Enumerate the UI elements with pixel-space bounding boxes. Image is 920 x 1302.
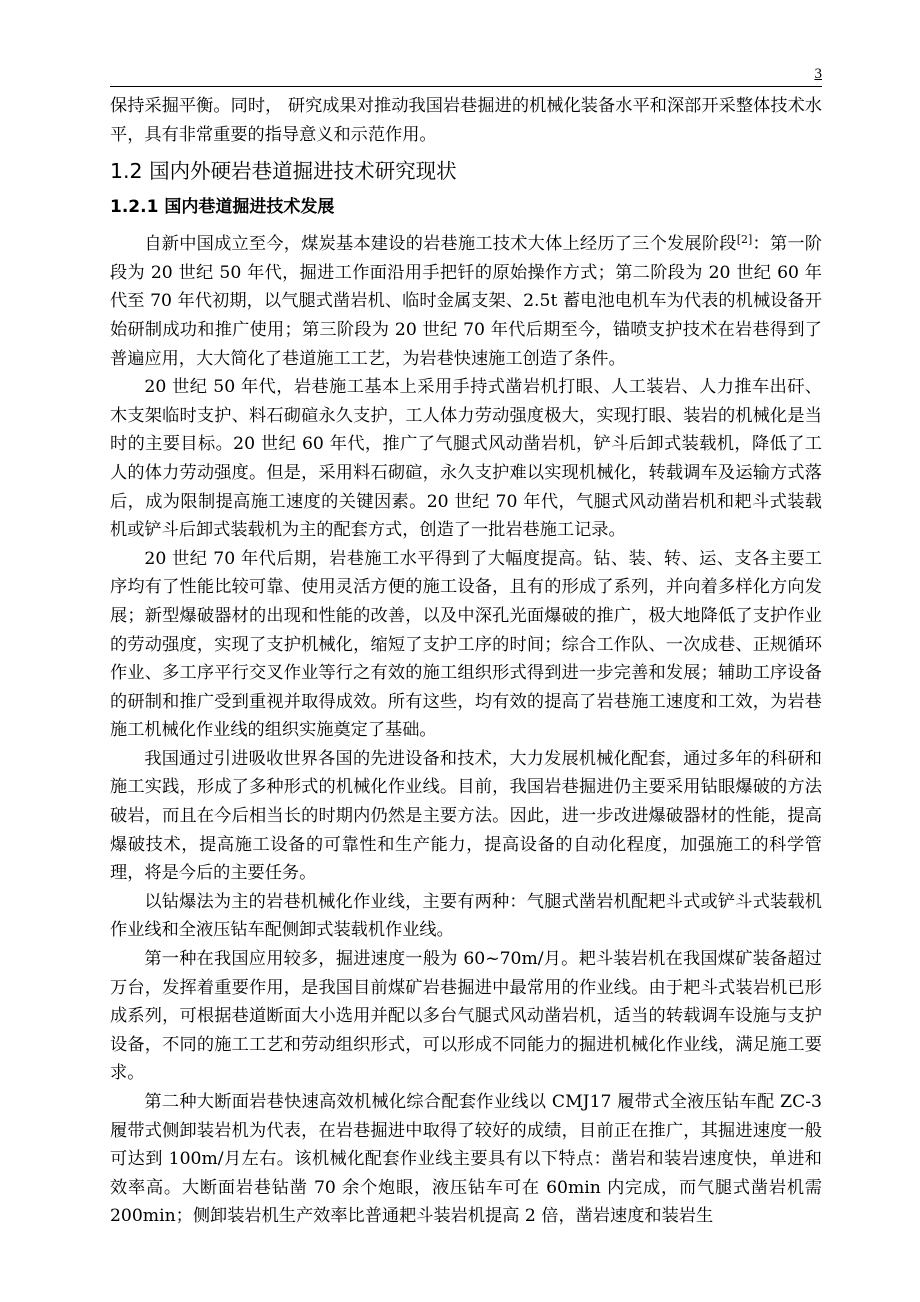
paragraph-two-lines: 以钻爆法为主的岩巷机械化作业线，主要有两种：气腿式凿岩机配耙斗式或铲斗式装载机作业线和全液压钻车配侧卸式装载机作业线。 xyxy=(110,891,822,941)
paragraph-mechanization: 我国通过引进吸收世界各国的先进设备和技术，大力发展机械化配套，通过多年的科研和施工实践，形成了多种形式的机械化作业线。目前，我国岩巷掘进仍主要采用钻眼爆破的方法破岩，而且在今后相当长的时期内仍然是主要方法。因此，进一步改进爆破器材的性能，提高爆破技术，提高施工设备的可靠性和生产能力，提高设备的自动化程度，加强施工的科学管理，将是今后的主要任务。 xyxy=(110,748,822,884)
page-body xyxy=(110,92,822,1231)
paragraph-stages xyxy=(110,230,822,373)
paragraph-stages-text: 自新中国成立至今，煤炭基本建设的岩巷施工技术大体上经历了三个发展阶段 xyxy=(144,234,737,255)
paragraph-stages-text-rest: ：第一阶段为 20 世纪 50 年代，掘进工作面沿用手把钎的原始操作方式；第二阶段为 20 世纪 60 年代至 70 年代初期，以气腿式凿岩机、临时金属支架、2.5t 蓄电池电机车为代表的机械设备开始研制成功和推广使用；第三阶段为 20 世纪 70 年代后期至今，锚喷支护技术在岩巷得到了普遍应用，大大简化了巷道施工工艺，为岩巷快速施工创造了条件。 xyxy=(110,234,822,369)
paragraph-1970s: 20 世纪 70 年代后期，岩巷施工水平得到了大幅度提高。钻、装、转、运、支各主要工序均有了性能比较可靠、使用灵活方便的施工设备，且有的形成了系列，并向着多样化方向发展；新型爆破器材的出现和性能的改善，以及中深孔光面爆破的推广，极大地降低了支护作业的劳动强度，实现了支护机械化，缩短了支护工序的时间；综合工作队、一次成巷、正规循环作业、多工序平行交叉作业等行之有效的施工组织形式得到进一步完善和发展；辅助工序设备的研制和推广受到重视并取得成效。所有这些，均有效的提高了岩巷施工速度和工效，为岩巷施工机械化作业线的组织实施奠定了基础。 xyxy=(110,548,822,741)
paragraph-1950s: 20 世纪 50 年代，岩巷施工基本上采用手持式凿岩机打眼、人工装岩、人力推车出矸、木支架临时支护、料石砌碹永久支护，工人体力劳动强度极大，实现打眼、装岩的机械化是当时的主要目标。20 世纪 60 年代，推广了气腿式风动凿岩机，铲斗后卸式装载机，降低了工人的体力劳动强度。但是，采用料石砌碹，永久支护难以实现机械化，转载调车及运输方式落后，成为限制提高施工速度的关键因素。20 世纪 70 年代，气腿式风动凿岩机和耙斗式装载机或铲斗后卸式装载机为主的配套方式，创造了一批岩巷施工记录。 xyxy=(110,377,822,541)
page-number: 3 xyxy=(814,66,822,82)
subsection-heading: 1.2.1 国内巷道掘进技术发展 xyxy=(110,197,335,218)
header-rule xyxy=(110,86,822,87)
paragraph-continuation: 保持采掘平衡。同时， 研究成果对推动我国岩巷掘进的机械化装备水平和深部开采整体技术水平，具有非常重要的指导意义和示范作用。 xyxy=(110,96,822,145)
paragraph-second-line: 第二种大断面岩巷快速高效机械化综合配套作业线以 CMJ17 履带式全液压钻车配 ZC-3 履带式侧卸装岩机为代表，在岩巷掘进中取得了较好的成绩，目前正在推广，其掘进速度一般可达到 100m/月左右。该机械化配套作业线主要具有以下特点：凿岩和装岩速度快，单进和效率高。大断面岩巷钻凿 70 余个炮眼，液压钻车可在 60min 内完成，而气腿式凿岩机需 200min；侧卸装岩机生产效率比普通耙斗装岩机提高 2 倍，凿岩速度和装岩生 xyxy=(110,1092,822,1227)
paragraph-first-line: 第一种在我国应用较多，掘进速度一般为 60~70m/月。耙斗装岩机在我国煤矿装备超过万台，发挥着重要作用，是我国目前煤矿岩巷掘进中最常用的作业线。由于耙斗式装岩机已形成系列，可根据巷道断面大小选用并配以多台气腿式风动凿岩机，适当的转载调车设施与支护设备，不同的施工工艺和劳动组织形式，可以形成不同能力的掘进机械化作业线，满足施工要求。 xyxy=(110,949,822,1084)
section-heading: 1.2 国内外硬岩巷道掘进技术研究现状 xyxy=(110,159,457,184)
citation-ref: [2] xyxy=(736,233,753,247)
